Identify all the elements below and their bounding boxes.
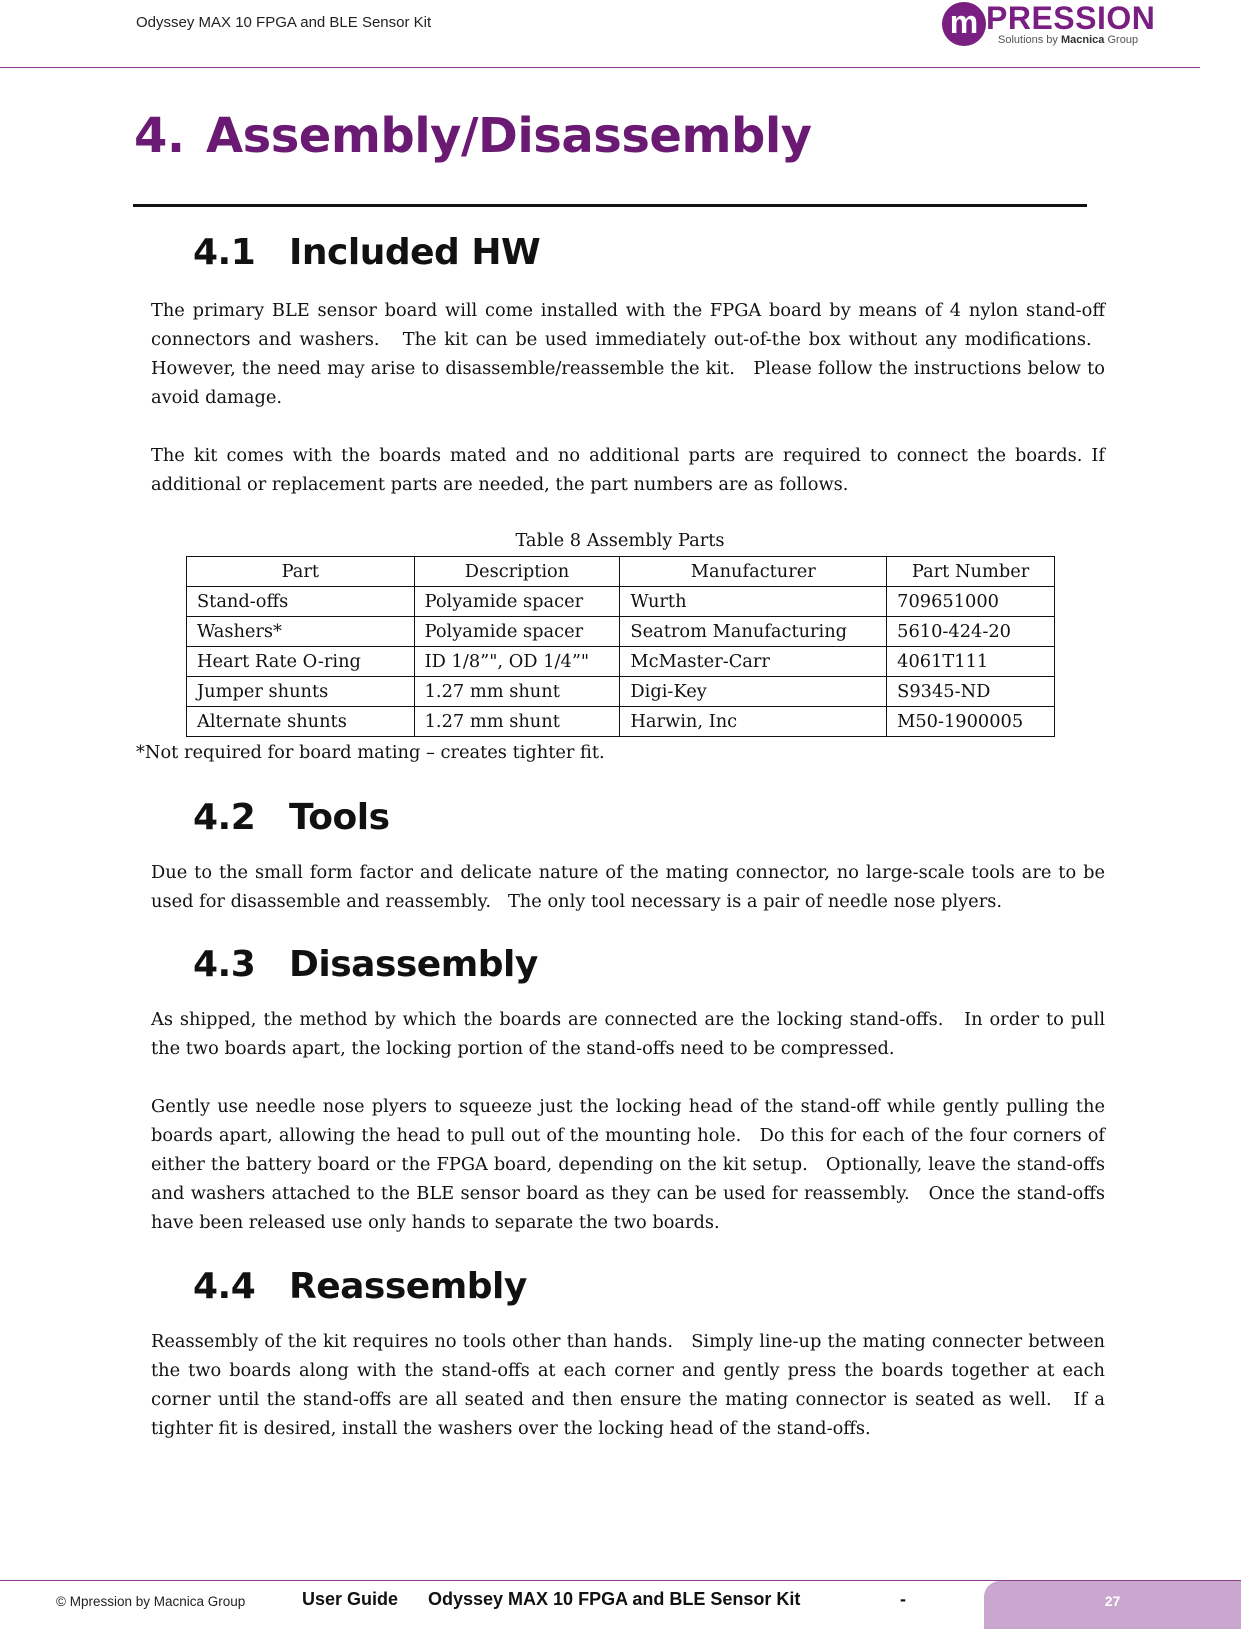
- table-cell: Stand-offs: [187, 587, 415, 617]
- paragraph: Gently use needle nose plyers to squeeze just the locking head of the stand-off while gently pulling the boards apart, allowing the head to pull out of the mounting hole. Do this for each of the four corners of either the battery board or the FPGA board, depending on the kit setup. Optionally, leave the stand-offs and washers attached to the BLE sensor board as they can be used for reassembly. Once the stand-offs have been released use only hands to separate the two boards.: [151, 1096, 1105, 1233]
- table-row: [187, 587, 1055, 617]
- section-heading-4-2: [193, 797, 390, 838]
- table-cell: 5610-424-20: [887, 617, 1055, 647]
- chapter-heading: [134, 108, 812, 164]
- paragraph: The primary BLE sensor board will come installed with the FPGA board by means of 4 nylon stand-off connectors and washers. The kit can be used immediately out-of-the box without any modifications. However, the need may arise to disassemble/reassemble the kit. Please follow the instructions below to avoid damage.: [151, 300, 1105, 408]
- section-number: 4.1: [193, 232, 256, 273]
- table-cell: Digi-Key: [620, 677, 887, 707]
- mpression-logo: [940, 0, 1156, 52]
- table-footnote: *Not required for board mating – creates tighter fit.: [136, 742, 605, 763]
- chapter-title: Assembly/Disassembly: [206, 108, 812, 164]
- section-heading-4-4: [193, 1266, 527, 1307]
- chapter-rule: [133, 204, 1087, 207]
- paragraph: Due to the small form factor and delicate nature of the mating connector, no large-scale tools are to be used for disassemble and reassembly. The only tool necessary is a pair of needle nose plyers.: [151, 862, 1105, 912]
- table-cell: Polyamide spacer: [414, 617, 620, 647]
- logo-mark: m: [942, 2, 986, 46]
- chapter-number: 4.: [134, 108, 185, 164]
- table-caption: Table 8 Assembly Parts: [515, 530, 725, 551]
- table-cell: Harwin, Inc: [620, 707, 887, 737]
- section-title: Tools: [289, 797, 390, 838]
- table-cell: 4061T111: [887, 647, 1055, 677]
- table-cell: 709651000: [887, 587, 1055, 617]
- table-cell: M50-1900005: [887, 707, 1055, 737]
- footer-guide-label: User Guide: [302, 1589, 399, 1609]
- logo-sub-prefix: Solutions by: [998, 34, 1058, 46]
- logo-sub-suffix: Group: [1107, 34, 1139, 46]
- table-cell: Heart Rate O-ring: [187, 647, 415, 677]
- table-row: [187, 617, 1055, 647]
- logo-subtitle: [998, 34, 1138, 46]
- table-cell: Seatrom Manufacturing: [620, 617, 887, 647]
- table-header-row: [187, 557, 1055, 587]
- footer-dash: -: [900, 1589, 906, 1609]
- logo-word: PRESSION: [986, 0, 1156, 36]
- table-row: [187, 707, 1055, 737]
- column-header: Description: [414, 557, 620, 587]
- table-cell: Wurth: [620, 587, 887, 617]
- section-heading-4-1: [193, 232, 540, 273]
- table-cell: ID 1/8”", OD 1/4”": [414, 647, 620, 677]
- section-heading-4-3: [193, 944, 538, 985]
- column-header: Part Number: [887, 557, 1055, 587]
- table-cell: Alternate shunts: [187, 707, 415, 737]
- table-cell: Jumper shunts: [187, 677, 415, 707]
- table-cell: McMaster-Carr: [620, 647, 887, 677]
- running-header-title: Odyssey MAX 10 FPGA and BLE Sensor Kit: [136, 14, 432, 31]
- table-cell: 1.27 mm shunt: [414, 677, 620, 707]
- footer-kit-name: Odyssey MAX 10 FPGA and BLE Sensor Kit: [428, 1589, 801, 1609]
- table-row: [187, 677, 1055, 707]
- assembly-parts-table: [186, 556, 1055, 737]
- paragraph: Reassembly of the kit requires no tools other than hands. Simply line-up the mating connecter between the two boards along with the stand-offs at each corner and gently press the boards together at each corner until the stand-offs are all seated and then ensure the mating connector is seated as well. If a tighter fit is desired, install the washers over the locking head of the stand-offs.: [151, 1331, 1105, 1439]
- section-number: 4.2: [193, 797, 256, 838]
- section-title: Disassembly: [289, 944, 538, 985]
- section-number: 4.4: [193, 1266, 256, 1307]
- page-number: 27: [984, 1581, 1241, 1629]
- table-row: [187, 647, 1055, 677]
- logo-sub-brand: Macnica: [1061, 34, 1105, 46]
- paragraph: The kit comes with the boards mated and no additional parts are required to connect the boards. If additional or replacement parts are needed, the part numbers are as follows.: [151, 445, 1105, 495]
- header-divider: [0, 67, 1200, 68]
- section-number: 4.3: [193, 944, 256, 985]
- table-cell: Polyamide spacer: [414, 587, 620, 617]
- column-header: Manufacturer: [620, 557, 887, 587]
- footer-copyright: © Mpression by Macnica Group: [56, 1594, 246, 1609]
- section-title: Reassembly: [289, 1266, 527, 1307]
- column-header: Part: [187, 557, 415, 587]
- table-cell: Washers*: [187, 617, 415, 647]
- table-cell: S9345-ND: [887, 677, 1055, 707]
- section-title: Included HW: [289, 232, 541, 273]
- table-cell: 1.27 mm shunt: [414, 707, 620, 737]
- paragraph: As shipped, the method by which the boards are connected are the locking stand-offs. In order to pull the two boards apart, the locking portion of the stand-offs need to be compressed.: [151, 1009, 1105, 1059]
